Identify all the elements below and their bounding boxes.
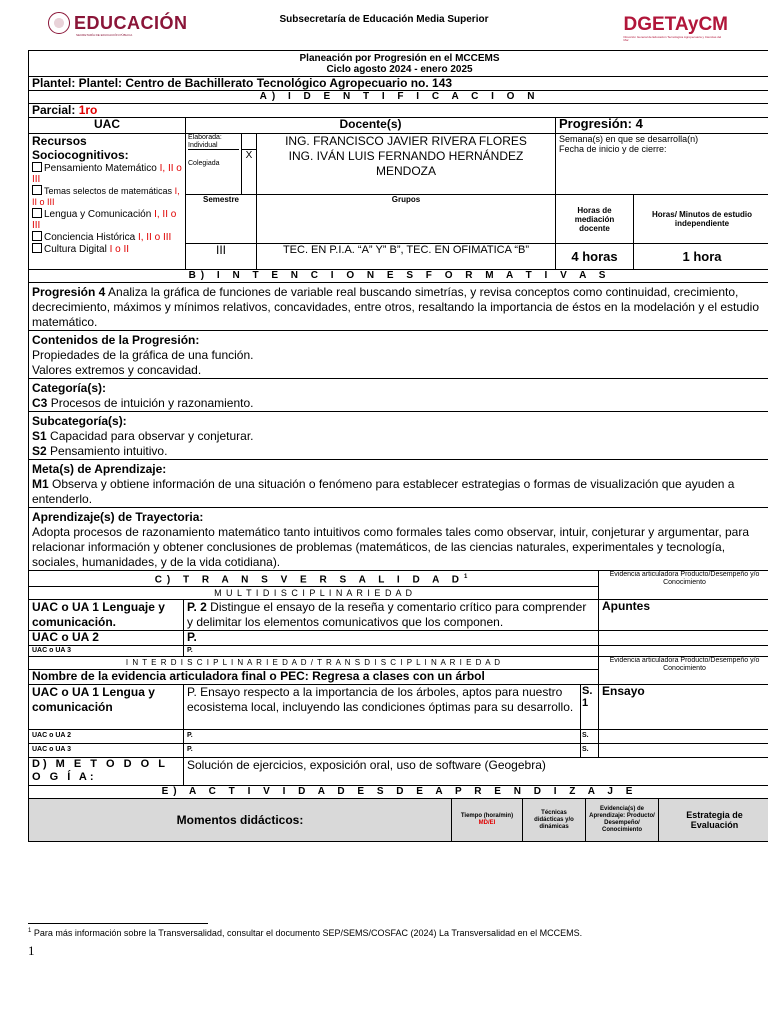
iuac1-evidence: Ensayo xyxy=(599,685,768,730)
section-e-title: E) A C T I V I D A D E S D E A P R E N D I Z A J E xyxy=(29,786,768,799)
checkbox[interactable] xyxy=(32,185,42,195)
metodologia-text: Solución de ejercicios, exposición oral, uso de software (Geogebra) xyxy=(184,758,768,786)
recurso-item: Pensamiento Matemático I, II o III xyxy=(32,163,182,185)
planeacion-document xyxy=(28,50,768,842)
plantel-name: Plantel: Plantel: Centro de Bachillerato Tecnológico Agropecuario no. 143 xyxy=(29,77,768,91)
recurso-item: Lengua y Comunicación I, II o III xyxy=(32,209,177,231)
uac3-progression: P. xyxy=(184,646,599,657)
nombre-evidencia: Nombre de la evidencia articuladora final o PEC: Regresa a clases con un árbol xyxy=(29,670,599,685)
section-a-title: A) I D E N T I F I C A C I O N xyxy=(29,91,768,104)
horas-mediacion-value: 4 horas xyxy=(556,244,634,270)
uac1-evidence: Apuntes xyxy=(599,600,768,631)
logo-text: EDUCACIÓN xyxy=(74,12,188,33)
uac1-progression: P. 2 Distingue el ensayo de la reseña y comentario crítico para comprender y delimitar los elementos comunicativos que los componen. xyxy=(184,600,599,631)
uac3-evidence xyxy=(599,646,768,657)
uac3-label: UAC o UA 3 xyxy=(29,646,184,657)
horas-estudio-value: 1 hora xyxy=(634,244,768,270)
page-header xyxy=(0,0,768,50)
iuac2-evidence xyxy=(599,730,768,744)
recursos-cell: Recursos Sociocognitivos: Pensamiento Matemático I, II o III Temas selectos de matemáticas I, II o III Lengua y Comunicación I, II o III Conciencia Histórica I, II o III Cultura Digital I o II xyxy=(29,134,186,270)
iuac1-text: P. Ensayo respecto a la importancia de los árboles, aptos para nuestro ecosistema local, incluyendo las condiciones óptimas para su desarrollo. xyxy=(184,685,581,730)
section-b-title: B) I N T E N C I O N E S F O R M A T I V A S xyxy=(29,270,768,283)
elaborada-label: Elaborada: Individual xyxy=(188,134,239,150)
docentes-header: Docente(s) xyxy=(186,118,556,134)
tecnicas-header: Técnicas didácticas y/o dinámicas xyxy=(523,799,586,842)
grupos-value: TEC. EN P.I.A. “A” Y” B”, TEC. EN OFIMATICA “B” xyxy=(257,244,556,270)
grupos-header: Grupos xyxy=(257,195,556,244)
iuac2-label: UAC o UA 2 xyxy=(29,730,184,744)
iuac3-s: S. xyxy=(581,744,599,758)
page-number: 1 xyxy=(28,943,35,958)
checkbox[interactable] xyxy=(32,208,42,218)
semestre-value: III xyxy=(186,244,257,270)
interdisciplinariedad-label: I N T E R D I S C I P L I N A R I E D A D / T R A N S D I S C I P L I N A R I E D A D xyxy=(29,657,599,670)
uac-header: UAC xyxy=(29,118,186,134)
tiempo-header: Tiempo (hora/min) MD/EI xyxy=(452,799,523,842)
logo-subtext: Dirección General de Educación Tecnológica Agropecuaria y Ciencias del Mar xyxy=(623,35,722,42)
iuac3-p: P. xyxy=(184,744,581,758)
contenidos-cell: Contenidos de la Progresión: Propiedades de la gráfica de una función. Valores extremos y concavidad. xyxy=(29,331,768,379)
meta-cell: Meta(s) de Aprendizaje: M1 Observa y obtiene información de una situación o fenómeno para establecer estrategias o formas de visualización que ayuden a entenderlo. xyxy=(29,460,768,508)
momentos-header: Momentos didácticos: xyxy=(29,799,452,842)
uac2-evidence xyxy=(599,631,768,646)
document-title: Planeación por Progresión en el MCCEMS Ciclo agosto 2024 - enero 2025 xyxy=(29,51,768,77)
parcial-value: 1ro xyxy=(78,103,98,117)
uac2-progression: P. xyxy=(184,631,599,646)
categoria-cell: Categoría(s): C3 Procesos de intuición y razonamiento. xyxy=(29,379,768,412)
recurso-item: Temas selectos de matemáticas I, II o III xyxy=(32,186,180,207)
checkbox[interactable] xyxy=(32,243,42,253)
elaborada-mark[interactable] xyxy=(242,134,256,150)
iuac3-evidence xyxy=(599,744,768,758)
metodologia-label: D) M E T O D O L O G Í A: xyxy=(29,758,184,786)
progresion-description: Progresión 4 Analiza la gráfica de funciones de variable real buscando simetrías, y revisa conceptos como continuidad, crecimiento, decrecimiento, máximos y mínimos relativos, concavidades, entre otros, resaltando la importancia de éstos en la modelación y el estudio matemático. xyxy=(29,283,768,331)
horas-mediacion-header: Horas de mediación docente xyxy=(556,195,634,244)
footnote-rule xyxy=(28,923,208,924)
colegiada-mark[interactable]: X xyxy=(245,150,253,161)
semestre-header: Semestre xyxy=(186,195,257,244)
checkbox[interactable] xyxy=(32,231,42,241)
dgetaycm-logo xyxy=(624,14,729,42)
recurso-item: Cultura Digital I o II xyxy=(32,243,182,255)
section-c-title: C) T R A N S V E R S A L I D A $D^1$ xyxy=(29,571,599,587)
logo-text: DGETAyCM xyxy=(623,14,728,35)
header-title: Subsecretaría de Educación Media Superior xyxy=(279,14,489,25)
progresion-header: Progresión: 4 xyxy=(556,118,768,134)
parcial-row: Parcial: 1ro xyxy=(29,104,768,118)
recurso-item: Conciencia Histórica I, II o III xyxy=(32,231,182,243)
evidencias-header: Evidencia(s) de Aprendizaje: Producto/ Desempeño/ Conocimiento xyxy=(586,799,659,842)
estrategia-header: Estrategia de Evaluación xyxy=(659,799,768,842)
transversalidad-table xyxy=(28,570,768,786)
semanas-cell: Semana(s) en que se desarrolla(n) Fecha de inicio y de cierre: xyxy=(556,134,768,195)
recursos-list xyxy=(32,162,182,255)
evidencia-header: Evidencia articuladora Producto/Desempeño y/o Conocimiento xyxy=(599,571,768,600)
checkbox[interactable] xyxy=(32,162,42,172)
iuac3-label: UAC o UA 3 xyxy=(29,744,184,758)
uac1-label: UAC o UA 1 Lenguaje y comunicación. xyxy=(29,600,184,631)
planeacion-table xyxy=(28,50,768,571)
subcategoria-cell: Subcategoría(s): S1 Capacidad para observar y conjeturar. S2 Pensamiento intuitivo. xyxy=(29,412,768,460)
trayectoria-cell: Aprendizaje(s) de Trayectoria: Adopta procesos de razonamiento matemático tanto intuitivos como formales tales como observar, intuir, conjeturar y argumentar, para relacionar información y obtener conclusiones de problemas (matemáticos, de las ciencias naturales, experimentales y tecnología, sociales, humanidades, y de la vida cotidiana). xyxy=(29,508,768,571)
iuac1-s: S. 1 xyxy=(581,685,599,730)
elaboracion-cell xyxy=(186,134,257,195)
footnote: $^1$ Para más información sobre la Transversalidad, consultar el documento SEP/SEMS/COSFAC (2024) La Transversalidad en el MCCEMS. xyxy=(28,928,583,938)
iuac2-s: S. xyxy=(581,730,599,744)
iuac2-p: P. xyxy=(184,730,581,744)
uac2-label: UAC o UA 2 xyxy=(29,631,184,646)
colegiada-label: Colegiada xyxy=(188,160,220,167)
multidisciplinariedad-label: M U L T I D I S C I P L I N A R I E D A D xyxy=(29,587,599,600)
actividades-table xyxy=(28,785,768,842)
evidencia-header-2: Evidencia articuladora Producto/Desempeño y/o Conocimiento xyxy=(599,657,768,685)
docentes-names: ING. FRANCISCO JAVIER RIVERA FLORES ING. IVÁN LUIS FERNANDO HERNÁNDEZ MENDOZA xyxy=(257,134,556,195)
iuac1-label: UAC o UA 1 Lengua y comunicación xyxy=(29,685,184,730)
horas-estudio-header: Horas/ Minutos de estudio independiente xyxy=(634,195,768,244)
logo-subtext: SECRETARÍA DE EDUCACIÓN PÚBLICA xyxy=(76,33,133,37)
